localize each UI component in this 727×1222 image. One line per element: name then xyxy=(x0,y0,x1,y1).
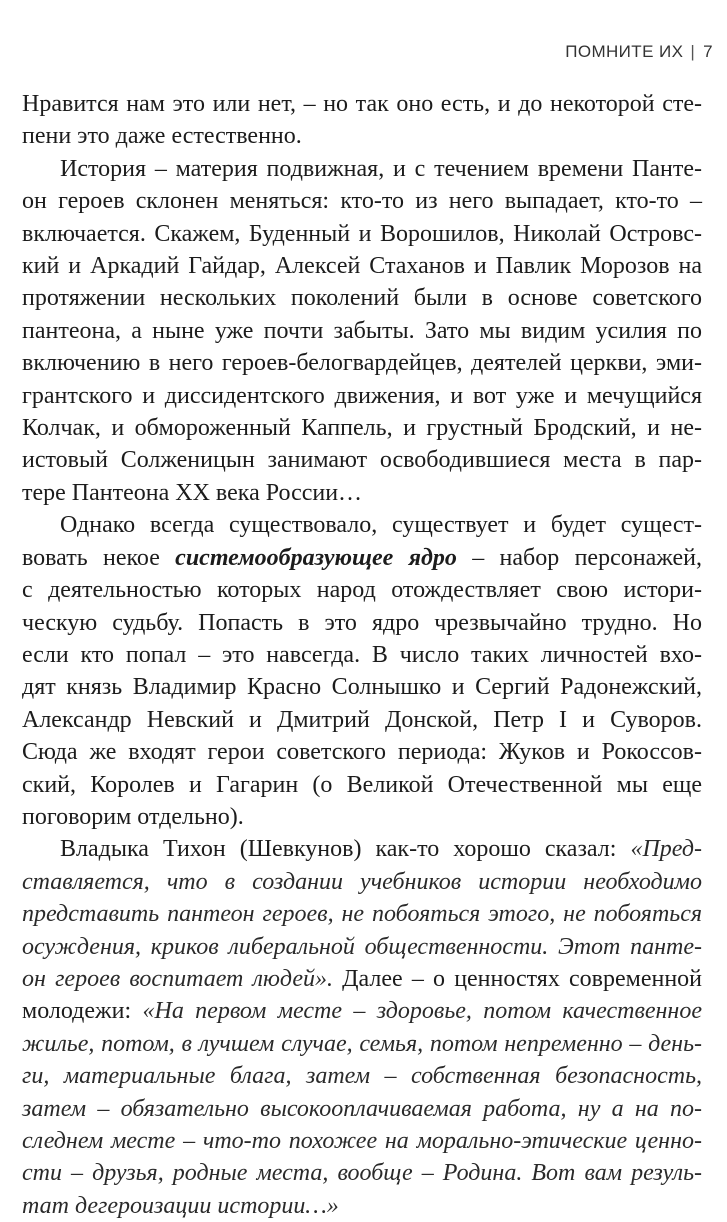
text-run: Владыка Тихон (Шевкунов) как-то хорошо сказал: xyxy=(60,836,631,863)
text-line: истовый Солженицын занимают освободившиеся места в пар- xyxy=(22,447,702,474)
text-line: пантеона, а ныне уже почти забыты. Зато мы видим усилия по xyxy=(22,317,702,344)
quote-line: ставляется, что в создании учебников истории необходимо xyxy=(22,868,702,895)
paragraph-4 xyxy=(22,833,702,1222)
quote-line: сти – друзья, родные места, вообще – Родина. Вот вам резуль- xyxy=(22,1160,702,1187)
text-line xyxy=(22,833,702,865)
text-line xyxy=(22,963,702,995)
quote-line: тат дегероизации истории…» xyxy=(22,1192,339,1219)
text-line xyxy=(22,995,702,1027)
text-line: дят князь Владимир Красно Солнышко и Сергий Радонежский, xyxy=(22,674,702,701)
quote-run: «Пред- xyxy=(630,836,702,863)
text-line: Нравится нам это или нет, – но так оно есть, и до некоторой сте- xyxy=(22,91,702,117)
text-line: Александр Невский и Дмитрий Донской, Петр I и Суворов. xyxy=(22,706,702,733)
paragraph-3 xyxy=(22,509,702,833)
text-line: протяжении нескольких поколений были в основе советского xyxy=(22,285,702,312)
text-line: кий и Аркадий Гайдар, Алексей Стаханов и Павлик Морозов на xyxy=(22,253,702,280)
quote-run: «На первом месте – здоровье, потом качественное xyxy=(142,998,702,1025)
quote-line: следнем месте – что-то похожее на морально-этические ценно- xyxy=(22,1128,702,1154)
running-header xyxy=(565,42,713,62)
text-line: Сюда же входят герои советского периода: Жуков и Рокоссов- xyxy=(22,739,702,766)
text-run: молодежи: xyxy=(22,998,143,1025)
main-text xyxy=(22,88,702,1222)
quote-line: ги, материальные блага, затем – собственная безопасность, xyxy=(22,1063,702,1090)
text-line: поговорим отдельно). xyxy=(22,803,244,830)
running-title: ПОМНИТЕ ИХ xyxy=(565,42,684,61)
text-line: ский, Королев и Гагарин (о Великой Отечественной мы еще xyxy=(22,771,702,798)
text-line: грантского и диссидентского движения, и вот уже и мечущийся xyxy=(22,382,702,409)
text-run: Далее – о ценностях современной xyxy=(333,965,703,992)
quote-line: затем – обязательно высокооплачиваемая работа, ну а на по- xyxy=(22,1095,702,1122)
text-line: с деятельностью которых народ отождествляет свою истори- xyxy=(22,577,702,604)
text-line: он героев склонен меняться: кто-то из него выпадает, кто-то – xyxy=(22,188,702,215)
text-line: ческую судьбу. Попасть в это ядро чрезвычайно трудно. Но xyxy=(22,609,702,636)
text-line: включению в него героев-белогвардейцев, деятелей церкви, эми- xyxy=(22,350,702,377)
header-separator: | xyxy=(690,42,696,61)
paragraph-2 xyxy=(22,153,702,509)
text-line xyxy=(22,542,702,574)
text-run: – набор персонажей, xyxy=(456,544,702,571)
quote-line: жилье, потом, в лучшем случае, семья, потом непременно – день- xyxy=(22,1030,702,1057)
paragraph-1 xyxy=(22,88,702,153)
text-line: тере Пантеона XX века России… xyxy=(22,479,363,506)
text-line: Колчак, и обмороженный Каппель, и грустный Бродский, и не- xyxy=(22,415,702,442)
page-number: 7 xyxy=(703,42,713,61)
quote-run: он героев воспитает людей». xyxy=(22,965,334,992)
text-line: пени это даже естественно. xyxy=(22,123,302,150)
quote-line: представить пантеон героев, не побояться этого, не побояться xyxy=(22,901,702,928)
text-line: включается. Скажем, Буденный и Ворошилов, Николай Островс- xyxy=(22,220,702,247)
emphasis-term: системообразующее ядро xyxy=(175,544,457,571)
text-run: вовать некое xyxy=(22,544,176,571)
quote-line: осуждения, криков либеральной общественности. Этот панте- xyxy=(22,933,702,960)
text-line: Однако всегда существовало, существует и будет сущест- xyxy=(60,512,702,539)
text-line: История – материя подвижная, и с течением времени Панте- xyxy=(60,155,702,182)
text-line: если кто попал – это навсегда. В число таких личностей вхо- xyxy=(22,641,702,668)
